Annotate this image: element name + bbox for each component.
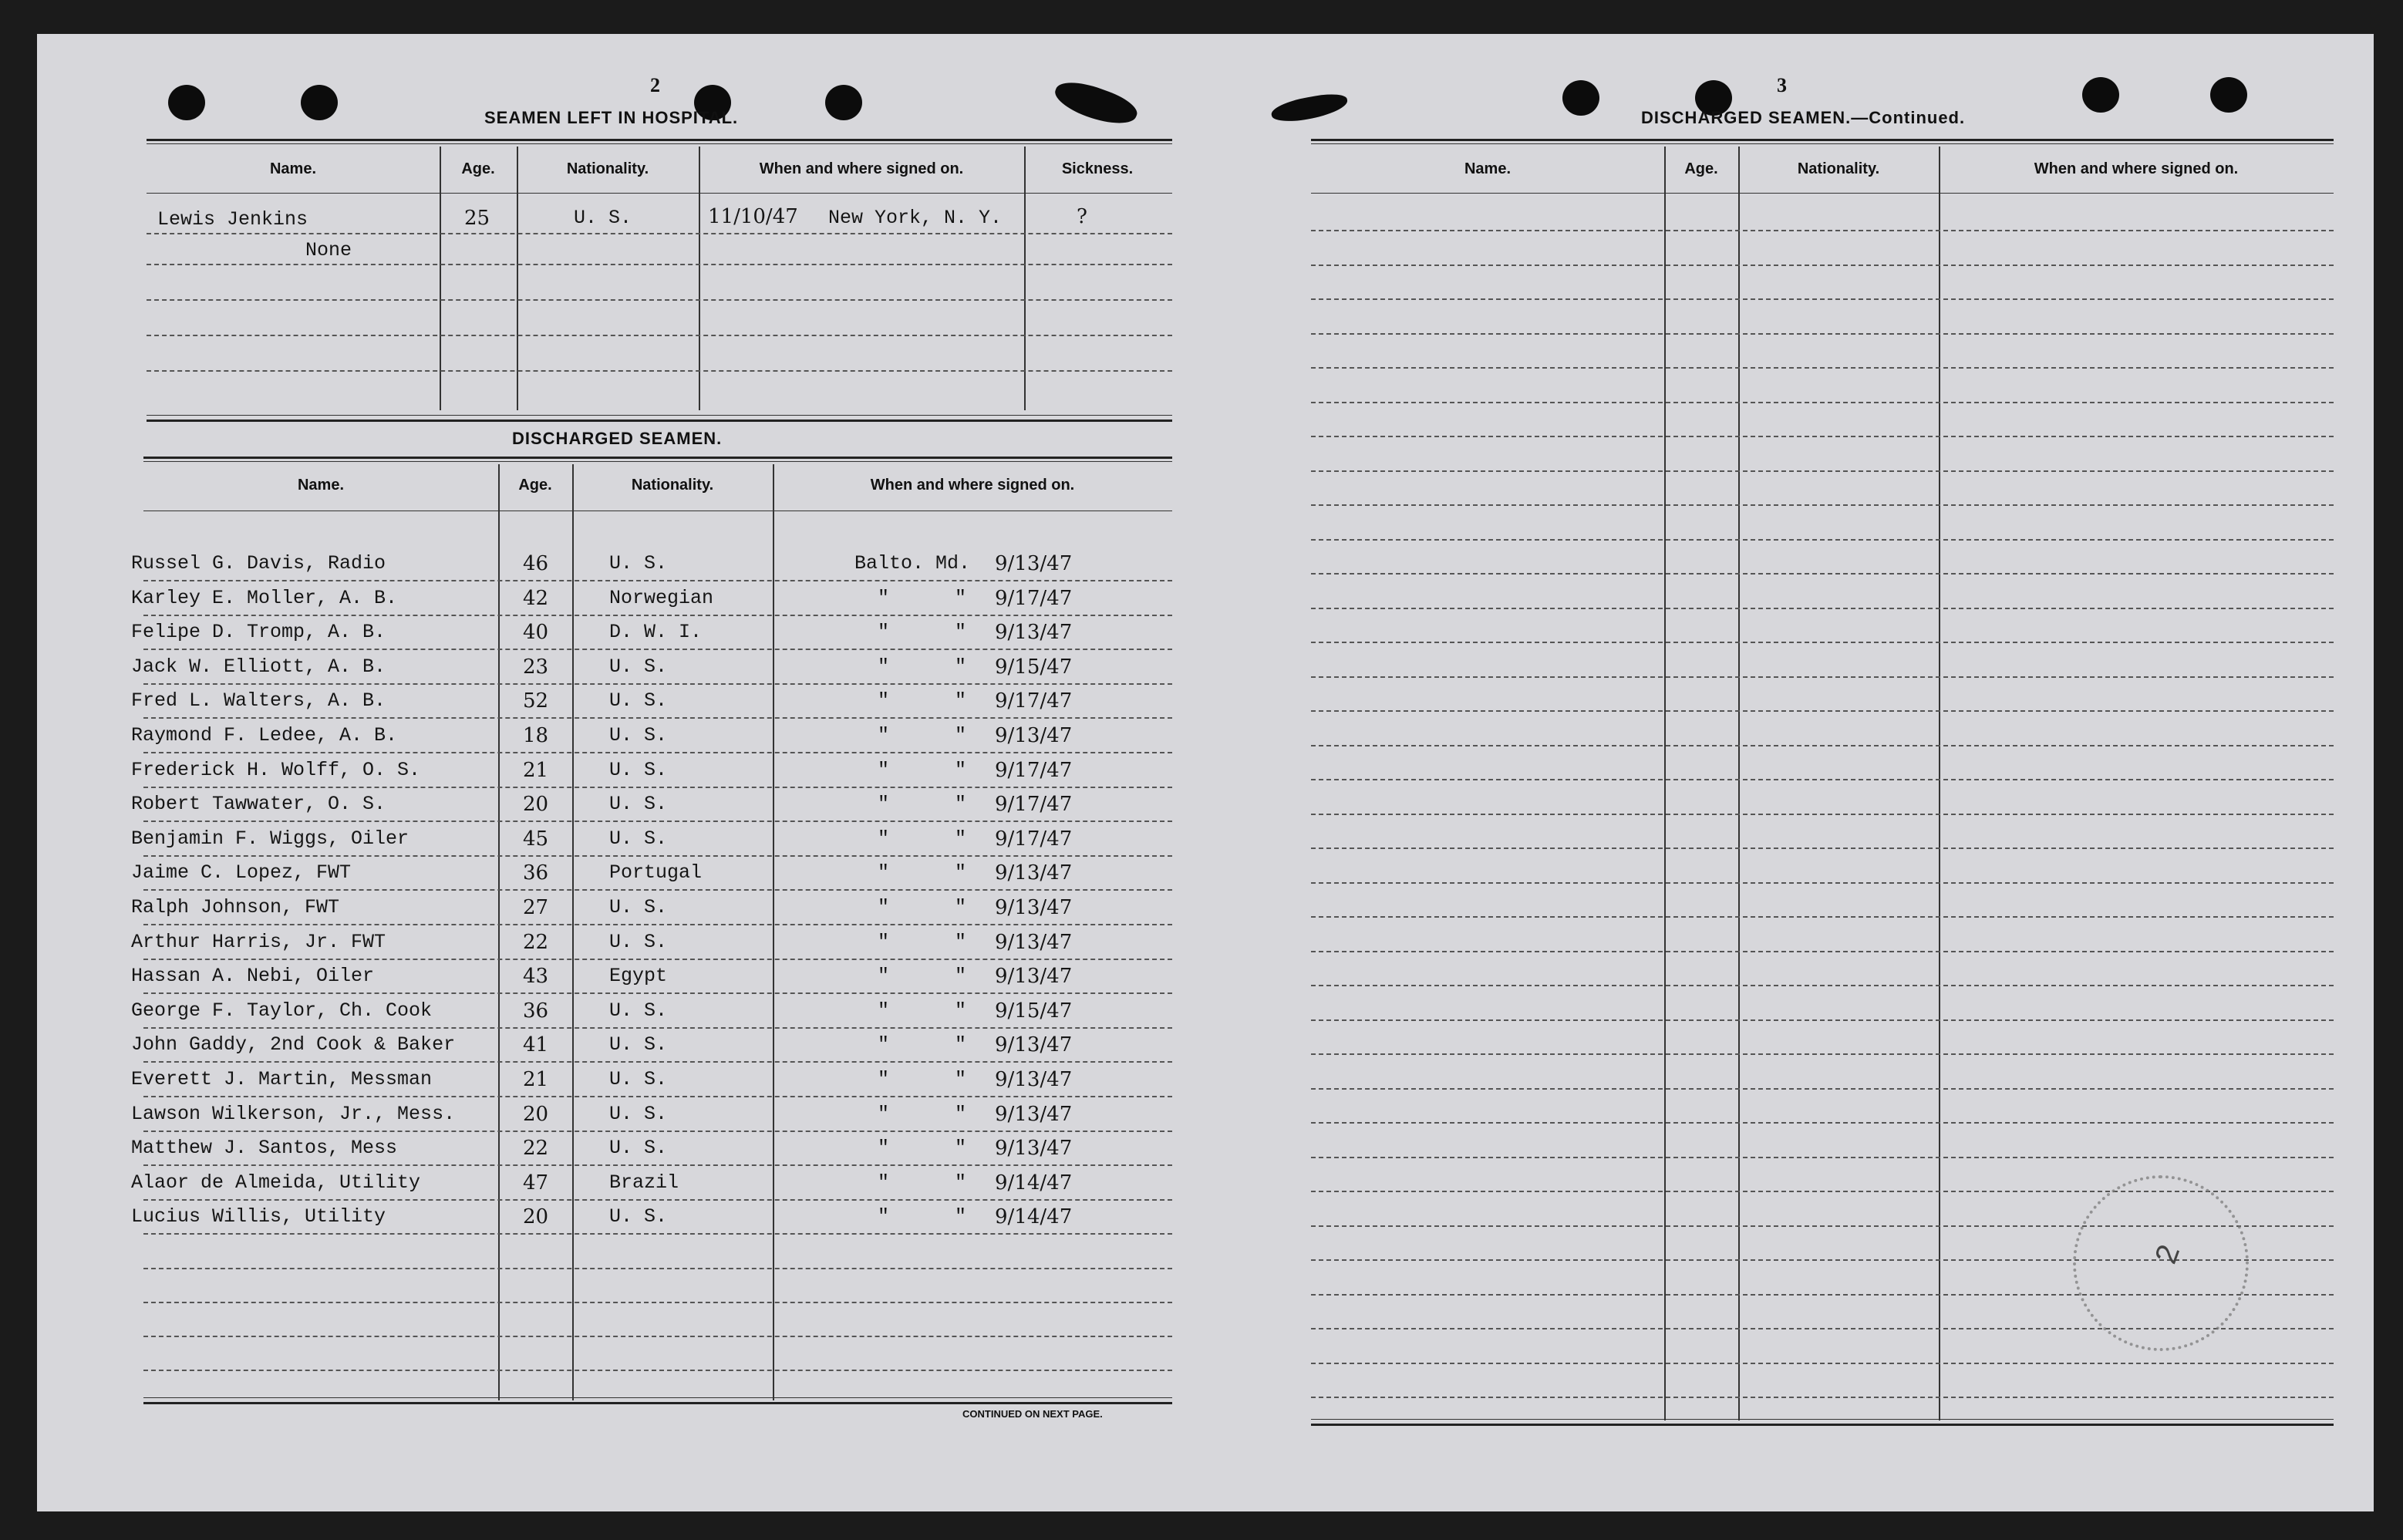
hospital-age: 25 [464, 207, 490, 230]
row-line [143, 821, 1172, 822]
seaman-name: Lawson Wilkerson, Jr., Mess. [131, 1103, 456, 1125]
signed-ditto: " [955, 861, 967, 884]
stamp-number: 2 [2149, 1240, 2187, 1269]
signed-date: 9/17/47 [995, 793, 1073, 816]
signed-date: 9/13/47 [995, 965, 1073, 988]
table-rule [143, 457, 1172, 459]
row-line [147, 233, 1172, 234]
signed-date: 9/13/47 [995, 1103, 1073, 1126]
row-line [143, 1336, 1172, 1337]
signed-date: 9/17/47 [995, 689, 1073, 713]
signed-place-ditto: " [878, 861, 890, 884]
seaman-nationality: U. S. [609, 655, 668, 678]
seaman-age: 45 [523, 827, 549, 851]
seaman-age: 41 [523, 1033, 549, 1056]
row-line [143, 924, 1172, 925]
row-line [143, 615, 1172, 616]
seaman-nationality: U. S. [609, 552, 668, 575]
signed-place-ditto: " [878, 1033, 890, 1056]
header-nationality: Nationality. [1797, 160, 1880, 177]
signed-place: Balto. Md. [854, 552, 971, 575]
table-rule [143, 1397, 1172, 1398]
signed-place-ditto: " [878, 827, 890, 850]
hospital-section-title: SEAMEN LEFT IN HOSPITAL. [484, 108, 739, 127]
seaman-nationality: U. S. [609, 931, 668, 953]
column-divider [1664, 147, 1666, 1420]
signed-ditto: " [955, 965, 967, 987]
seaman-name: Ralph Johnson, FWT [131, 896, 340, 918]
seaman-name: Fred L. Walters, A. B. [131, 689, 386, 712]
signed-ditto: " [955, 759, 967, 781]
row-line [143, 1131, 1172, 1132]
seaman-name: Robert Tawwater, O. S. [131, 793, 386, 815]
row-line [143, 649, 1172, 650]
row-line [1311, 1363, 2334, 1364]
seaman-name: Jaime C. Lopez, FWT [131, 861, 352, 884]
signed-ditto: " [955, 587, 967, 609]
signed-date: 9/17/47 [995, 759, 1073, 782]
signed-date: 9/13/47 [995, 931, 1073, 954]
page-number: 2 [650, 74, 660, 96]
hospital-name: Lewis Jenkins [157, 208, 308, 231]
seaman-name: Raymond F. Ledee, A. B. [131, 724, 398, 746]
seaman-name: Karley E. Moller, A. B. [131, 587, 398, 609]
row-line [1311, 402, 2334, 403]
seaman-age: 23 [523, 655, 549, 679]
postmark-stamp [2073, 1175, 2249, 1351]
signed-ditto: " [955, 1033, 967, 1056]
header-age: Age. [518, 477, 552, 494]
signed-place-ditto: " [878, 793, 890, 815]
row-line [143, 855, 1172, 857]
row-line [143, 787, 1172, 788]
signed-place-ditto: " [878, 724, 890, 746]
seaman-age: 22 [523, 1137, 549, 1160]
row-line [143, 752, 1172, 753]
header-sickness: Sickness. [1061, 160, 1134, 177]
header-name: Name. [269, 160, 317, 177]
seaman-nationality: U. S. [609, 896, 668, 918]
row-line [1311, 1157, 2334, 1158]
row-line [143, 1096, 1172, 1097]
table-rule [143, 461, 1172, 462]
row-line [143, 1199, 1172, 1201]
column-divider [1738, 147, 1740, 1420]
row-line [1311, 985, 2334, 986]
row-line [1311, 1019, 2334, 1021]
signed-ditto: " [955, 621, 967, 643]
seaman-nationality: U. S. [609, 1103, 668, 1125]
signed-date: 9/14/47 [995, 1171, 1073, 1195]
signed-ditto: " [955, 1068, 967, 1090]
signed-date: 9/14/47 [995, 1205, 1073, 1228]
seaman-age: 46 [523, 552, 549, 575]
header-signed-on: When and where signed on. [759, 160, 964, 177]
table-rule [147, 143, 1172, 144]
seaman-nationality: U. S. [609, 1137, 668, 1159]
seaman-name: Alaor de Almeida, Utility [131, 1171, 421, 1194]
row-line [1311, 710, 2334, 712]
seaman-nationality: U. S. [609, 1033, 668, 1056]
page-number: 3 [1777, 74, 1787, 96]
column-divider [498, 464, 500, 1400]
signed-ditto: " [955, 896, 967, 918]
seaman-nationality: Portugal [609, 861, 703, 884]
signed-place-ditto: " [878, 1068, 890, 1090]
table-rule [1311, 1419, 2334, 1420]
row-line [1311, 539, 2334, 541]
seaman-nationality: U. S. [609, 689, 668, 712]
row-line [1311, 1122, 2334, 1124]
seaman-age: 47 [523, 1171, 549, 1195]
signed-ditto: " [955, 931, 967, 953]
row-line [1311, 814, 2334, 815]
row-line [143, 1268, 1172, 1269]
seaman-nationality: U. S. [609, 1068, 668, 1090]
column-divider [773, 464, 774, 1400]
signed-date: 9/13/47 [995, 621, 1073, 644]
signed-place-ditto: " [878, 1137, 890, 1159]
row-line [1311, 642, 2334, 643]
table-rule [147, 193, 1172, 194]
seaman-name: Frederick H. Wolff, O. S. [131, 759, 421, 781]
header-nationality: Nationality. [566, 160, 649, 177]
seaman-name: Arthur Harris, Jr. FWT [131, 931, 386, 953]
seaman-nationality: Egypt [609, 965, 668, 987]
signed-date: 9/13/47 [995, 1033, 1073, 1056]
row-line [143, 1302, 1172, 1303]
signed-ditto: " [955, 1137, 967, 1159]
row-line [1311, 745, 2334, 746]
row-line [143, 1027, 1172, 1029]
row-line [1311, 367, 2334, 369]
seaman-name: George F. Taylor, Ch. Cook [131, 999, 433, 1022]
table-rule [1311, 139, 2334, 141]
row-line [1311, 504, 2334, 506]
seaman-name: Jack W. Elliott, A. B. [131, 655, 386, 678]
signed-date: 9/13/47 [995, 896, 1073, 919]
seaman-nationality: U. S. [609, 999, 668, 1022]
table-rule [1311, 143, 2334, 144]
row-line [1311, 1397, 2334, 1398]
seaman-nationality: Norwegian [609, 587, 714, 609]
signed-place-ditto: " [878, 621, 890, 643]
seaman-age: 36 [523, 999, 549, 1023]
signed-date: 9/15/47 [995, 655, 1073, 679]
row-line [1311, 779, 2334, 780]
seaman-nationality: Brazil [609, 1171, 679, 1194]
table-rule [1311, 1424, 2334, 1426]
signed-place-ditto: " [878, 965, 890, 987]
table-rule [1311, 193, 2334, 194]
seaman-age: 20 [523, 793, 549, 816]
row-line [1311, 1053, 2334, 1055]
seaman-nationality: U. S. [609, 1205, 668, 1228]
row-line [1311, 916, 2334, 918]
row-line [1311, 848, 2334, 849]
seaman-age: 42 [523, 587, 549, 610]
seaman-age: 20 [523, 1205, 549, 1228]
row-line [143, 1164, 1172, 1166]
discharged-continued-title: DISCHARGED SEAMEN.—Continued. [1641, 108, 1966, 127]
signed-ditto: " [955, 1103, 967, 1125]
signed-date: 9/13/47 [995, 861, 1073, 885]
seaman-name: Everett J. Martin, Messman [131, 1068, 433, 1090]
header-name: Name. [1464, 160, 1512, 177]
seaman-nationality: U. S. [609, 827, 668, 850]
seaman-name: Matthew J. Santos, Mess [131, 1137, 398, 1159]
seaman-name: Felipe D. Tromp, A. B. [131, 621, 386, 643]
signed-place-ditto: " [878, 1205, 890, 1228]
row-line [1311, 230, 2334, 231]
hospital-sickness: ? [1077, 205, 1087, 228]
row-line [1311, 1088, 2334, 1090]
signed-ditto: " [955, 999, 967, 1022]
signed-ditto: " [955, 689, 967, 712]
row-line [147, 264, 1172, 265]
seaman-age: 22 [523, 931, 549, 954]
seaman-name: Russel G. Davis, Radio [131, 552, 386, 575]
signed-place-ditto: " [878, 689, 890, 712]
header-name: Name. [297, 477, 345, 494]
table-rule [143, 1402, 1172, 1404]
signed-ditto: " [955, 1205, 967, 1228]
row-line [1311, 676, 2334, 678]
row-line [1311, 265, 2334, 266]
left-page [106, 34, 1171, 1511]
row-line [1311, 436, 2334, 437]
hospital-date: 11/10/47 [708, 205, 798, 228]
row-line [143, 959, 1172, 960]
row-line [147, 370, 1172, 372]
seaman-nationality: U. S. [609, 759, 668, 781]
row-line [143, 1061, 1172, 1063]
row-line [143, 580, 1172, 581]
seaman-age: 52 [523, 689, 549, 713]
column-divider [572, 464, 574, 1400]
row-line [143, 1370, 1172, 1371]
seaman-age: 36 [523, 861, 549, 885]
header-nationality: Nationality. [631, 477, 714, 494]
signed-date: 9/13/47 [995, 552, 1073, 575]
row-line [1311, 333, 2334, 335]
seaman-nationality: U. S. [609, 793, 668, 815]
seaman-name: Hassan A. Nebi, Oiler [131, 965, 375, 987]
hospital-place: New York, N. Y. [828, 207, 1003, 229]
signed-place-ditto: " [878, 587, 890, 609]
signed-ditto: " [955, 724, 967, 746]
row-line [1311, 882, 2334, 884]
signed-date: 9/17/47 [995, 827, 1073, 851]
row-line [147, 299, 1172, 301]
signed-place-ditto: " [878, 896, 890, 918]
row-line [143, 889, 1172, 891]
hospital-nationality: U. S. [574, 207, 632, 229]
seaman-nationality: U. S. [609, 724, 668, 746]
signed-date: 9/13/47 [995, 1137, 1073, 1160]
signed-date: 9/17/47 [995, 587, 1073, 610]
discharged-section-title: DISCHARGED SEAMEN. [512, 429, 723, 448]
table-rule [147, 420, 1172, 422]
signed-place-ditto: " [878, 931, 890, 953]
continued-note: CONTINUED ON NEXT PAGE. [962, 1408, 1103, 1420]
signed-ditto: " [955, 793, 967, 815]
header-signed-on: When and where signed on. [870, 477, 1075, 494]
seaman-age: 40 [523, 621, 549, 644]
signed-ditto: " [955, 827, 967, 850]
seaman-age: 18 [523, 724, 549, 747]
signed-place-ditto: " [878, 655, 890, 678]
row-line [143, 1233, 1172, 1235]
header-signed-on: When and where signed on. [2034, 160, 2239, 177]
seaman-age: 20 [523, 1103, 549, 1126]
row-line [1311, 573, 2334, 575]
signed-date: 9/13/47 [995, 724, 1073, 747]
signed-ditto: " [955, 1171, 967, 1194]
signed-place-ditto: " [878, 759, 890, 781]
hospital-none: None [305, 239, 352, 261]
seaman-nationality: D. W. I. [609, 621, 703, 643]
seaman-age: 43 [523, 965, 549, 988]
row-line [143, 683, 1172, 685]
seaman-age: 21 [523, 1068, 549, 1091]
ledger-sheet [37, 34, 2374, 1511]
table-rule [147, 139, 1172, 141]
row-line [147, 335, 1172, 336]
row-line [1311, 470, 2334, 472]
signed-date: 9/13/47 [995, 1068, 1073, 1091]
row-line [1311, 608, 2334, 609]
table-rule [147, 415, 1172, 416]
row-line [1311, 298, 2334, 300]
signed-place-ditto: " [878, 1171, 890, 1194]
header-age: Age. [1684, 160, 1718, 177]
right-page [1271, 34, 2335, 1511]
row-line [143, 717, 1172, 719]
seaman-name: John Gaddy, 2nd Cook & Baker [131, 1033, 456, 1056]
header-age: Age. [461, 160, 495, 177]
signed-ditto: " [955, 655, 967, 678]
row-line [143, 992, 1172, 994]
signed-date: 9/15/47 [995, 999, 1073, 1023]
signed-place-ditto: " [878, 1103, 890, 1125]
seaman-age: 27 [523, 896, 549, 919]
column-divider [1939, 147, 1940, 1420]
signed-place-ditto: " [878, 999, 890, 1022]
row-line [1311, 951, 2334, 952]
seaman-name: Lucius Willis, Utility [131, 1205, 386, 1228]
seaman-name: Benjamin F. Wiggs, Oiler [131, 827, 409, 850]
seaman-age: 21 [523, 759, 549, 782]
